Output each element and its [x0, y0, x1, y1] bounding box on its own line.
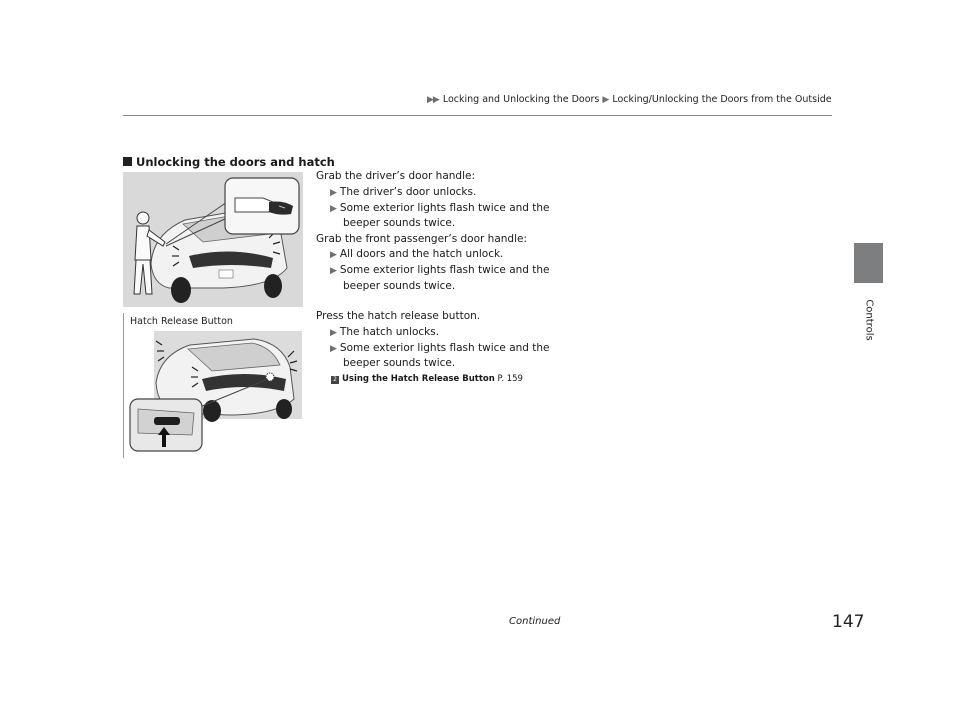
- section-title: Unlocking the doors and hatch: [123, 155, 335, 169]
- double-arrow-icon: ▶▶: [427, 95, 439, 105]
- breadcrumb-subsection[interactable]: Locking/Unlocking the Doors from the Outside: [612, 94, 832, 105]
- result-item: ▶ Some exterior lights flash twice and the: [330, 264, 550, 276]
- car-rear-hatch-drawing: [124, 313, 304, 458]
- result-item: ▶ All doors and the hatch unlock.: [330, 248, 504, 260]
- header-rule: [123, 115, 832, 116]
- breadcrumb-section[interactable]: Locking and Unlocking the Doors: [442, 94, 600, 105]
- square-bullet-icon: [123, 157, 132, 166]
- page-number: 147: [832, 612, 865, 632]
- reference-page: P. 159: [497, 374, 523, 384]
- result-item: ▶ The hatch unlocks.: [330, 326, 440, 338]
- figure-caption: Hatch Release Button: [130, 316, 233, 327]
- arrow-icon: ▶: [330, 188, 337, 198]
- result-item: ▶ The driver’s door unlocks.: [330, 186, 477, 198]
- arrow-icon: ▶: [330, 328, 337, 338]
- result-continuation: beeper sounds twice.: [343, 357, 456, 369]
- arrow-icon: ▶: [330, 266, 337, 276]
- arrow-icon: ▶: [602, 95, 610, 105]
- cross-reference-link[interactable]: [331, 374, 523, 384]
- arrow-icon: ▶: [330, 344, 337, 354]
- result-item: ▶ Some exterior lights flash twice and the: [330, 342, 550, 354]
- door-handle-illustration: [123, 172, 303, 307]
- side-tab-label[interactable]: Controls: [863, 299, 874, 341]
- continued-label: Continued: [509, 616, 561, 627]
- reference-title: Using the Hatch Release Button: [342, 374, 495, 384]
- reference-icon: 2: [331, 376, 339, 384]
- hatch-release-illustration: [123, 313, 304, 458]
- instruction-lead: Grab the driver’s door handle:: [316, 170, 475, 182]
- arrow-icon: ▶: [330, 204, 337, 214]
- arrow-icon: ▶: [330, 250, 337, 260]
- instruction-lead: Grab the front passenger’s door handle:: [316, 233, 528, 245]
- car-door-handle-drawing: [123, 172, 303, 307]
- result-continuation: beeper sounds twice.: [343, 217, 456, 229]
- side-tab-marker[interactable]: [854, 243, 883, 283]
- result-continuation: beeper sounds twice.: [343, 280, 456, 292]
- result-item: ▶ Some exterior lights flash twice and the: [330, 202, 550, 214]
- instruction-lead: Press the hatch release button.: [316, 310, 481, 322]
- breadcrumb: [427, 94, 832, 105]
